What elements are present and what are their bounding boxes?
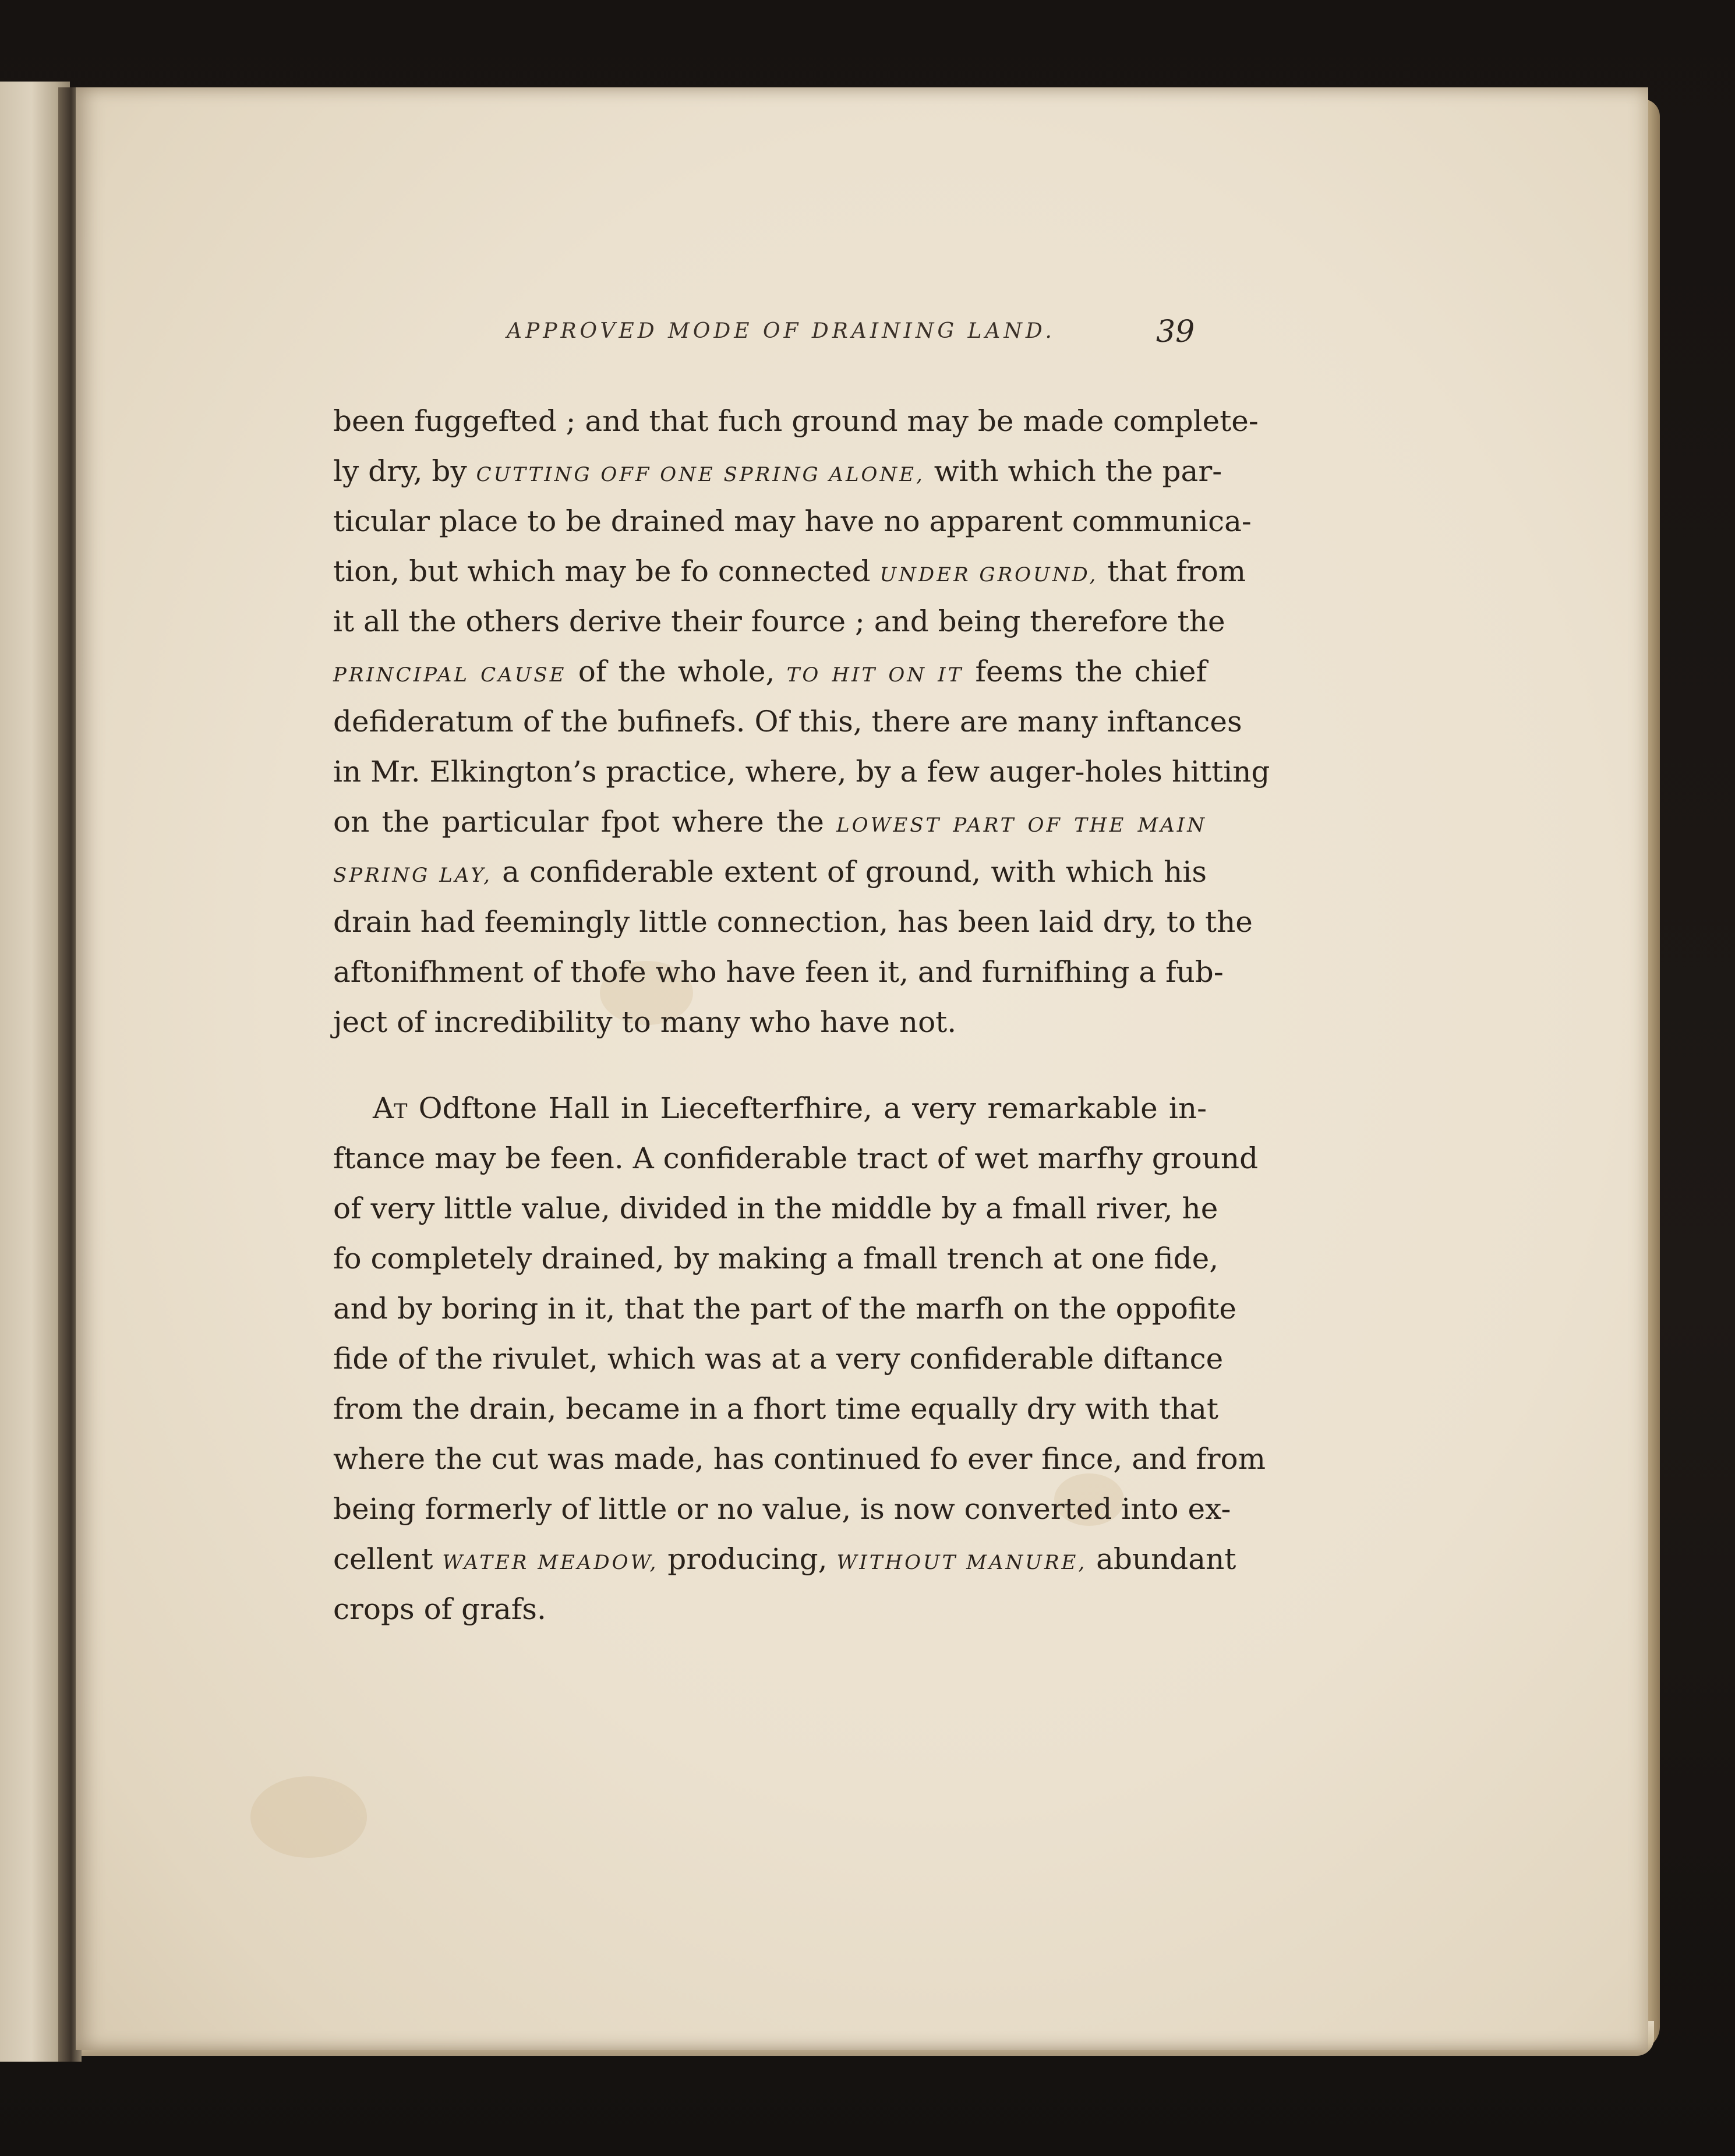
text-run: of the whole, [566, 655, 787, 688]
text-line [333, 1434, 1266, 1484]
foxing-spot [250, 1776, 367, 1858]
emphasis-text: CUTTING OFF ONE SPRING ALONE, [476, 463, 925, 486]
emphasis-text: PRINCIPAL CAUSE [333, 663, 567, 687]
text-line [333, 1284, 1236, 1334]
text-line [333, 1183, 1218, 1233]
text-run: that from [1098, 554, 1246, 588]
text-run: a confiderable extent of ground, with which his [492, 855, 1207, 889]
text-run: it all the others derive their fource ; and being therefore the [333, 605, 1225, 638]
text-line [333, 897, 1253, 947]
text-run: ject of incredibility to many who have not. [333, 1005, 957, 1039]
emphasis-text: TO HIT ON IT [786, 663, 964, 687]
text-run: fide of the rivulet, which was at a very confiderable diftance [333, 1342, 1224, 1376]
text-line [333, 697, 1242, 747]
page-paper [76, 87, 1648, 2050]
text-line [333, 1534, 1236, 1584]
emphasis-text: UNDER GROUND, [879, 563, 1098, 586]
running-head: APPROVED MODE OF DRAINING LAND. [507, 319, 1055, 343]
text-run: of very little value, divided in the middle by a fmall river, he [333, 1192, 1218, 1225]
text-line [333, 797, 1207, 847]
text-run: tion, but which may be fo connected [333, 554, 880, 588]
text-line [333, 596, 1225, 646]
text-line [333, 997, 1207, 1047]
text-run: in Mr. Elkington’s practice, where, by a few auger-holes hitting [333, 755, 1270, 789]
text-run: being formerly of little or no value, is now converted into ex- [333, 1492, 1231, 1526]
text-run: aftonifhment of thofe who have feen it, and furnifhing a fub- [333, 955, 1224, 989]
text-run: feems the chief [963, 655, 1207, 688]
text-run: producing, [658, 1542, 837, 1576]
text-run: been fuggefted ; and that fuch ground may be made complete- [333, 404, 1259, 438]
text-line [333, 1334, 1224, 1384]
text-run: and by boring in it, that the part of the marfh on the oppofite [333, 1292, 1236, 1326]
text-run: ticular place to be drained may have no apparent communica- [333, 504, 1252, 538]
text-line [333, 446, 1222, 496]
page-number: 39 [1156, 314, 1195, 349]
emphasis-text: LOWEST PART OF THE MAIN [836, 814, 1207, 837]
text-line [333, 747, 1270, 797]
text-line [333, 1083, 1207, 1133]
text-run: where the cut was made, has continued fo ever fince, and from [333, 1442, 1266, 1476]
text-run: fo completely drained, by making a fmall trench at one fide, [333, 1242, 1219, 1275]
text-line [333, 396, 1259, 446]
text-line [333, 1484, 1231, 1534]
text-line [333, 1584, 1207, 1634]
text-line [333, 1233, 1219, 1284]
text-line [333, 646, 1207, 697]
paragraph-cutting-off-spring [333, 396, 1270, 1047]
text-run: ly dry, by [333, 454, 476, 488]
emphasis-text: WITHOUT MANURE, [836, 1551, 1087, 1574]
text-run: At [373, 1091, 408, 1125]
text-run: drain had feemingly little connection, has been laid dry, to the [333, 905, 1253, 939]
text-run: from the drain, became in a fhort time equally dry with that [333, 1392, 1219, 1426]
paragraph-odstone-hall [333, 1083, 1266, 1634]
text-line [333, 496, 1252, 546]
text-run: defideratum of the bufinefs. Of this, there are many inftances [333, 705, 1242, 738]
text-run: on the particular fpot where the [333, 805, 837, 839]
text-line [333, 1133, 1259, 1183]
text-run: abundant [1087, 1542, 1236, 1576]
text-line [333, 847, 1207, 897]
text-line [333, 947, 1224, 997]
text-run: crops of grafs. [333, 1592, 546, 1626]
text-line [333, 1384, 1219, 1434]
text-run: cellent [333, 1542, 443, 1576]
emphasis-text: SPRING LAY, [333, 864, 492, 887]
text-run: ftance may be feen. A confiderable tract of wet marfhy ground [333, 1141, 1259, 1175]
text-run: with which the par- [924, 454, 1222, 488]
emphasis-text: WATER MEADOW, [442, 1551, 659, 1574]
text-line [333, 546, 1246, 596]
text-run: Odftone Hall in Liecefterfhire, a very remarkable in- [407, 1091, 1207, 1125]
